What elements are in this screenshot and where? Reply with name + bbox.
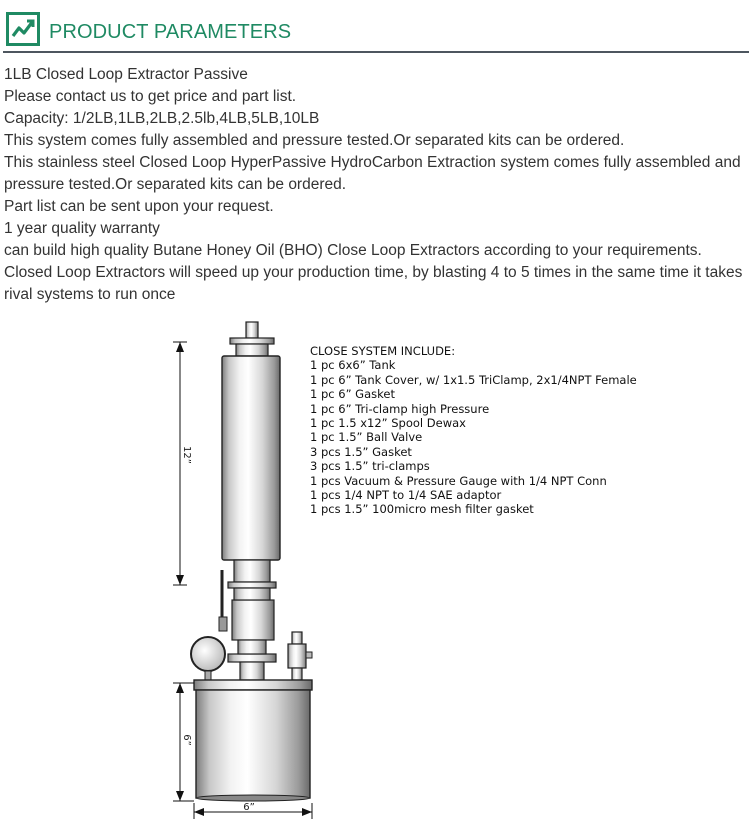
description-line: Closed Loop Extractors will speed up your production time, by blasting 4 to 5 times in the same time it takes rival systems to run once: [4, 264, 743, 303]
parts-list-item: 3 pcs 1.5” tri-clamps: [310, 459, 430, 474]
valve-ring: [234, 588, 270, 600]
spool-dimension-label: 12”: [181, 446, 192, 464]
parts-list-item: 1 pcs 1.5” 100micro mesh filter gasket: [310, 502, 534, 517]
parts-list-item: 1 pc 6x6” Tank: [310, 358, 396, 373]
top-clamp: [230, 338, 274, 344]
parts-list-item: 3 pcs 1.5” Gasket: [310, 444, 412, 459]
description-line: 1 year quality warranty: [4, 220, 160, 237]
parts-list-title: CLOSE SYSTEM INCLUDE:: [310, 344, 456, 358]
description-line: 1LB Closed Loop Extractor Passive: [4, 66, 248, 83]
page-title: PRODUCT PARAMETERS: [49, 21, 292, 43]
parts-list: [310, 344, 637, 517]
parts-list-item: 1 pc 6” Gasket: [310, 387, 395, 402]
tank-cover: [194, 680, 312, 690]
top-flange: [236, 344, 268, 356]
parts-list-item: 1 pc 1.5” Ball Valve: [310, 430, 423, 445]
valve-body: [232, 600, 274, 640]
product-description: [4, 64, 748, 306]
extractor-diagram: [160, 315, 660, 834]
description-line: Please contact us to get price and part list.: [4, 88, 297, 105]
sae-adaptor-top: [292, 632, 302, 644]
parts-list-item: 1 pc 6” Tri-clamp high Pressure: [310, 401, 490, 416]
check-chart-icon: [6, 12, 40, 46]
pressure-gauge: [191, 637, 225, 671]
description-line: Capacity: 1/2LB,1LB,2LB,2.5lb,4LB,5LB,10LB: [4, 110, 320, 127]
section-header: [0, 0, 750, 56]
description-line: can build high quality Butane Honey Oil (BHO) Close Loop Extractors according to your requirements.: [4, 242, 702, 259]
sae-adaptor: [288, 644, 306, 668]
parts-list-item: 1 pcs 1/4 NPT to 1/4 SAE adaptor: [310, 488, 502, 503]
valve-clamp: [228, 654, 276, 662]
lower-clamp: [228, 582, 276, 588]
parts-list-item: 1 pc 6” Tank Cover, w/ 1x1.5 TriClamp, 2x1/4NPT Female: [310, 372, 637, 387]
valve-stem: [238, 640, 266, 654]
header-divider: [3, 51, 749, 53]
spool-tube: [222, 356, 280, 560]
lower-neck: [234, 560, 270, 582]
description-line: Part list can be sent upon your request.: [4, 198, 274, 215]
parts-list-item: 1 pcs Vacuum & Pressure Gauge with 1/4 NPT Conn: [310, 473, 607, 488]
top-cap: [246, 322, 258, 338]
cover-neck: [240, 662, 264, 680]
tank: [196, 690, 310, 798]
tank-height-dimension-label: 6”: [181, 734, 192, 746]
description-line: This system comes fully assembled and pressure tested.Or separated kits can be ordered.: [4, 132, 625, 149]
description-line: This stainless steel Closed Loop HyperPassive HydroCarbon Extraction system comes fully assembled and pressure tested.Or separated kits can be ordered.: [4, 154, 741, 193]
parts-list-item: 1 pc 1.5 x12” Spool Dewax: [310, 416, 466, 431]
tank-width-dimension-label: 6”: [243, 802, 255, 813]
